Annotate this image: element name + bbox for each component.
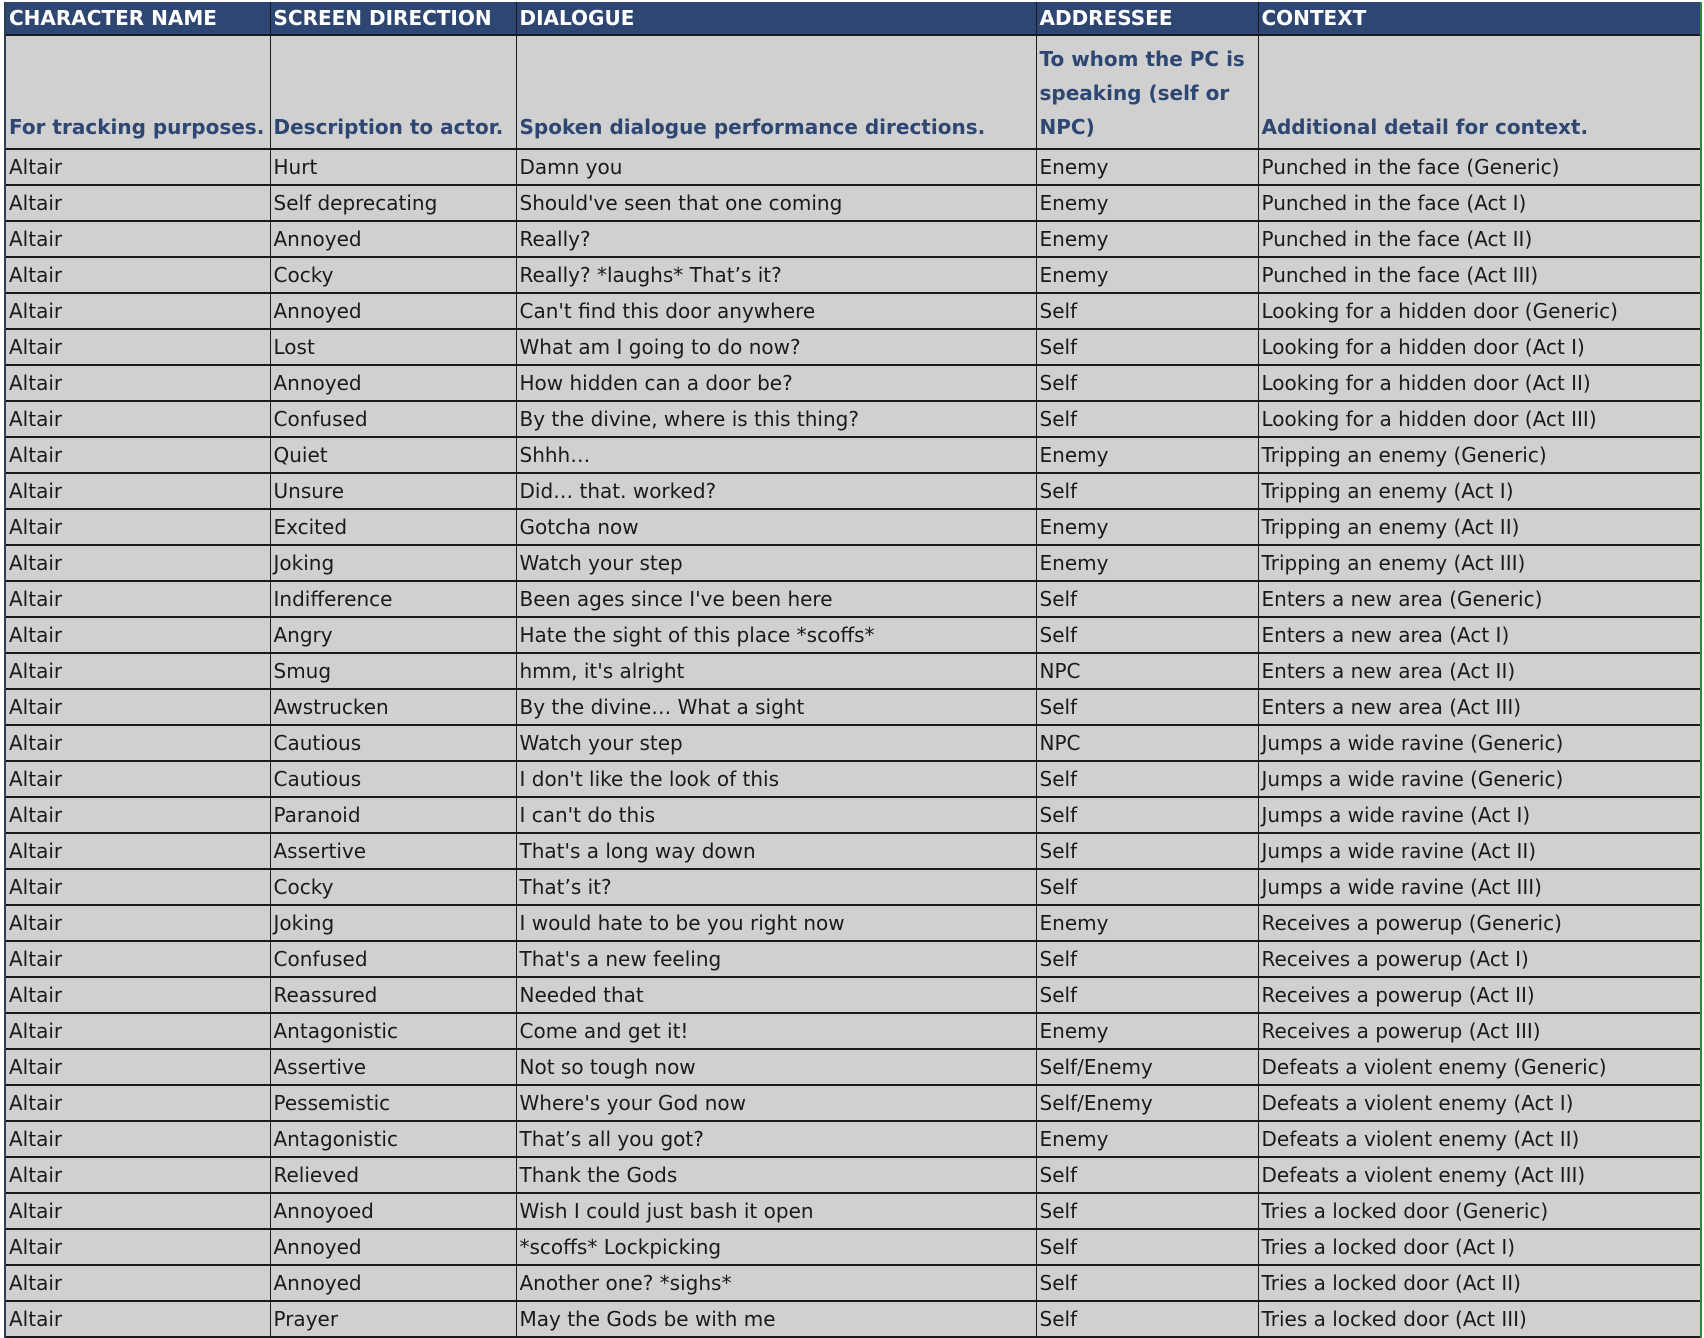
cell-character-name[interactable]: Altair	[6, 689, 270, 725]
cell-addressee[interactable]: Enemy	[1036, 1013, 1258, 1049]
cell-addressee[interactable]: Self	[1036, 833, 1258, 869]
cell-addressee[interactable]: Enemy	[1036, 1121, 1258, 1157]
cell-context[interactable]: Punched in the face (Act I)	[1258, 185, 1700, 221]
cell-context[interactable]: Receives a powerup (Act I)	[1258, 941, 1700, 977]
cell-context[interactable]: Tries a locked door (Act I)	[1258, 1229, 1700, 1265]
cell-character-name[interactable]: Altair	[6, 221, 270, 257]
cell-screen-direction[interactable]: Confused	[270, 941, 516, 977]
cell-dialogue[interactable]: hmm, it's alright	[516, 653, 1036, 689]
cell-screen-direction[interactable]: Smug	[270, 653, 516, 689]
cell-character-name[interactable]: Altair	[6, 437, 270, 473]
cell-addressee[interactable]: Self	[1036, 581, 1258, 617]
cell-addressee[interactable]: Self	[1036, 689, 1258, 725]
cell-context[interactable]: Jumps a wide ravine (Generic)	[1258, 761, 1700, 797]
cell-screen-direction[interactable]: Annoyed	[270, 365, 516, 401]
cell-addressee[interactable]: Enemy	[1036, 905, 1258, 941]
table-row	[6, 905, 1700, 941]
cell-addressee[interactable]: Enemy	[1036, 149, 1258, 185]
table-row	[6, 617, 1700, 653]
header-row	[6, 2, 1700, 35]
cell-dialogue[interactable]: May the Gods be with me	[516, 1301, 1036, 1337]
cell-dialogue[interactable]: That's a long way down	[516, 833, 1036, 869]
cell-addressee[interactable]: Self	[1036, 365, 1258, 401]
cell-addressee[interactable]: Self	[1036, 617, 1258, 653]
cell-dialogue[interactable]: By the divine, where is this thing?	[516, 401, 1036, 437]
cell-context[interactable]: Looking for a hidden door (Act II)	[1258, 365, 1700, 401]
cell-dialogue[interactable]: I don't like the look of this	[516, 761, 1036, 797]
cell-context[interactable]: Tripping an enemy (Act II)	[1258, 509, 1700, 545]
cell-dialogue[interactable]: Another one? *sighs*	[516, 1265, 1036, 1301]
table-row	[6, 797, 1700, 833]
dialogue-table	[6, 2, 1700, 1338]
cell-context[interactable]: Receives a powerup (Generic)	[1258, 905, 1700, 941]
cell-character-name[interactable]: Altair	[6, 725, 270, 761]
cell-screen-direction[interactable]: Annoyed	[270, 1229, 516, 1265]
cell-screen-direction[interactable]: Reassured	[270, 977, 516, 1013]
cell-character-name[interactable]: Altair	[6, 617, 270, 653]
cell-screen-direction[interactable]: Joking	[270, 905, 516, 941]
cell-addressee[interactable]: Enemy	[1036, 185, 1258, 221]
table-row	[6, 1265, 1700, 1301]
cell-screen-direction[interactable]: Annoyed	[270, 221, 516, 257]
table-row	[6, 1049, 1700, 1085]
cell-context[interactable]: Tripping an enemy (Generic)	[1258, 437, 1700, 473]
table-row	[6, 437, 1700, 473]
table-row	[6, 257, 1700, 293]
cell-dialogue[interactable]: Come and get it!	[516, 1013, 1036, 1049]
cell-addressee[interactable]: Self	[1036, 1193, 1258, 1229]
cell-addressee[interactable]: Self	[1036, 1157, 1258, 1193]
cell-addressee[interactable]: Self/Enemy	[1036, 1049, 1258, 1085]
table-row	[6, 1193, 1700, 1229]
cell-context[interactable]: Jumps a wide ravine (Generic)	[1258, 725, 1700, 761]
cell-addressee[interactable]: Self	[1036, 797, 1258, 833]
table-body	[6, 149, 1700, 1337]
cell-character-name[interactable]: Altair	[6, 797, 270, 833]
cell-addressee[interactable]: NPC	[1036, 653, 1258, 689]
subheader-row	[6, 35, 1700, 149]
cell-context[interactable]: Defeats a violent enemy (Act II)	[1258, 1121, 1700, 1157]
cell-dialogue[interactable]: Where's your God now	[516, 1085, 1036, 1121]
cell-screen-direction[interactable]: Excited	[270, 509, 516, 545]
cell-context[interactable]: Looking for a hidden door (Act III)	[1258, 401, 1700, 437]
cell-character-name[interactable]: Altair	[6, 1049, 270, 1085]
cell-screen-direction[interactable]: Cautious	[270, 725, 516, 761]
table-row	[6, 1301, 1700, 1337]
table-row	[6, 725, 1700, 761]
cell-context[interactable]: Tripping an enemy (Act III)	[1258, 545, 1700, 581]
cell-character-name[interactable]: Altair	[6, 977, 270, 1013]
table-row	[6, 401, 1700, 437]
cell-character-name[interactable]: Altair	[6, 1301, 270, 1337]
cell-screen-direction[interactable]: Cocky	[270, 257, 516, 293]
subheader-dialogue[interactable]: Spoken dialogue performance directions.	[516, 35, 1036, 149]
cell-context[interactable]: Punched in the face (Act III)	[1258, 257, 1700, 293]
cell-dialogue[interactable]: *scoffs* Lockpicking	[516, 1229, 1036, 1265]
cell-character-name[interactable]: Altair	[6, 1013, 270, 1049]
cell-screen-direction[interactable]: Assertive	[270, 1049, 516, 1085]
cell-addressee[interactable]: Enemy	[1036, 257, 1258, 293]
cell-addressee[interactable]: Self	[1036, 1265, 1258, 1301]
cell-addressee[interactable]: Enemy	[1036, 545, 1258, 581]
table-row	[6, 1229, 1700, 1265]
cell-context[interactable]: Enters a new area (Act III)	[1258, 689, 1700, 725]
cell-dialogue[interactable]: That's a new feeling	[516, 941, 1036, 977]
cell-character-name[interactable]: Altair	[6, 149, 270, 185]
subheader-context[interactable]: Additional detail for context.	[1258, 35, 1700, 149]
table-row	[6, 473, 1700, 509]
cell-dialogue[interactable]: Watch your step	[516, 725, 1036, 761]
cell-context[interactable]: Punched in the face (Generic)	[1258, 149, 1700, 185]
cell-context[interactable]: Looking for a hidden door (Generic)	[1258, 293, 1700, 329]
cell-context[interactable]: Looking for a hidden door (Act I)	[1258, 329, 1700, 365]
cell-character-name[interactable]: Altair	[6, 1085, 270, 1121]
cell-dialogue[interactable]: Wish I could just bash it open	[516, 1193, 1036, 1229]
cell-dialogue[interactable]: That’s all you got?	[516, 1121, 1036, 1157]
cell-character-name[interactable]: Altair	[6, 473, 270, 509]
cell-character-name[interactable]: Altair	[6, 257, 270, 293]
cell-context[interactable]: Tries a locked door (Act II)	[1258, 1265, 1700, 1301]
cell-addressee[interactable]: Self	[1036, 1301, 1258, 1337]
cell-screen-direction[interactable]: Prayer	[270, 1301, 516, 1337]
cell-screen-direction[interactable]: Joking	[270, 545, 516, 581]
header-context[interactable]: CONTEXT	[1258, 2, 1700, 35]
cell-dialogue[interactable]: By the divine… What a sight	[516, 689, 1036, 725]
cell-character-name[interactable]: Altair	[6, 401, 270, 437]
cell-dialogue[interactable]: Damn you	[516, 149, 1036, 185]
cell-character-name[interactable]: Altair	[6, 185, 270, 221]
subheader-screen-direction[interactable]: Description to actor.	[270, 35, 516, 149]
cell-character-name[interactable]: Altair	[6, 653, 270, 689]
cell-screen-direction[interactable]: Awstrucken	[270, 689, 516, 725]
cell-dialogue[interactable]: Watch your step	[516, 545, 1036, 581]
cell-screen-direction[interactable]: Unsure	[270, 473, 516, 509]
table-row	[6, 149, 1700, 185]
cell-context[interactable]: Punched in the face (Act II)	[1258, 221, 1700, 257]
cell-screen-direction[interactable]: Assertive	[270, 833, 516, 869]
subheader-character-name[interactable]: For tracking purposes.	[6, 35, 270, 149]
cell-character-name[interactable]: Altair	[6, 833, 270, 869]
cell-screen-direction[interactable]: Annoyed	[270, 293, 516, 329]
cell-addressee[interactable]: Self	[1036, 1229, 1258, 1265]
cell-character-name[interactable]: Altair	[6, 581, 270, 617]
cell-addressee[interactable]: Self	[1036, 293, 1258, 329]
cell-dialogue[interactable]: How hidden can a door be?	[516, 365, 1036, 401]
table-row	[6, 761, 1700, 797]
table-row	[6, 545, 1700, 581]
cell-screen-direction[interactable]: Lost	[270, 329, 516, 365]
cell-context[interactable]: Receives a powerup (Act II)	[1258, 977, 1700, 1013]
cell-dialogue[interactable]: I can't do this	[516, 797, 1036, 833]
cell-screen-direction[interactable]: Angry	[270, 617, 516, 653]
cell-context[interactable]: Receives a powerup (Act III)	[1258, 1013, 1700, 1049]
cell-screen-direction[interactable]: Cocky	[270, 869, 516, 905]
cell-character-name[interactable]: Altair	[6, 293, 270, 329]
cell-character-name[interactable]: Altair	[6, 1157, 270, 1193]
cell-addressee[interactable]: Self	[1036, 941, 1258, 977]
table-row	[6, 581, 1700, 617]
table-row	[6, 689, 1700, 725]
cell-dialogue[interactable]: Hate the sight of this place *scoffs*	[516, 617, 1036, 653]
cell-context[interactable]: Enters a new area (Generic)	[1258, 581, 1700, 617]
cell-dialogue[interactable]: Shhh…	[516, 437, 1036, 473]
cell-screen-direction[interactable]: Paranoid	[270, 797, 516, 833]
cell-addressee[interactable]: Enemy	[1036, 437, 1258, 473]
cell-dialogue[interactable]: Thank the Gods	[516, 1157, 1036, 1193]
cell-addressee[interactable]: Self	[1036, 761, 1258, 797]
cell-addressee[interactable]: Enemy	[1036, 509, 1258, 545]
cell-dialogue[interactable]: Not so tough now	[516, 1049, 1036, 1085]
spreadsheet	[4, 2, 1702, 1338]
cell-character-name[interactable]: Altair	[6, 509, 270, 545]
cell-dialogue[interactable]: Should've seen that one coming	[516, 185, 1036, 221]
cell-addressee[interactable]: NPC	[1036, 725, 1258, 761]
table-row	[6, 185, 1700, 221]
table-row	[6, 941, 1700, 977]
cell-dialogue[interactable]: Really? *laughs* That’s it?	[516, 257, 1036, 293]
cell-screen-direction[interactable]: Quiet	[270, 437, 516, 473]
cell-screen-direction[interactable]: Annoyed	[270, 1265, 516, 1301]
table-row	[6, 509, 1700, 545]
table-row	[6, 1157, 1700, 1193]
table-row	[6, 221, 1700, 257]
cell-context[interactable]: Tries a locked door (Generic)	[1258, 1193, 1700, 1229]
cell-dialogue[interactable]: Can't find this door anywhere	[516, 293, 1036, 329]
header-addressee[interactable]: ADDRESSEE	[1036, 2, 1258, 35]
cell-addressee[interactable]: Self	[1036, 869, 1258, 905]
table-row	[6, 293, 1700, 329]
cell-context[interactable]: Tripping an enemy (Act I)	[1258, 473, 1700, 509]
cell-dialogue[interactable]: Really?	[516, 221, 1036, 257]
cell-context[interactable]: Jumps a wide ravine (Act I)	[1258, 797, 1700, 833]
cell-screen-direction[interactable]: Hurt	[270, 149, 516, 185]
cell-addressee[interactable]: Enemy	[1036, 221, 1258, 257]
cell-dialogue[interactable]: Been ages since I've been here	[516, 581, 1036, 617]
cell-dialogue[interactable]: I would hate to be you right now	[516, 905, 1036, 941]
cell-context[interactable]: Defeats a violent enemy (Generic)	[1258, 1049, 1700, 1085]
subheader-addressee[interactable]: To whom the PC is speaking (self or NPC)	[1036, 35, 1258, 149]
cell-character-name[interactable]: Altair	[6, 869, 270, 905]
cell-character-name[interactable]: Altair	[6, 761, 270, 797]
cell-screen-direction[interactable]: Self deprecating	[270, 185, 516, 221]
cell-character-name[interactable]: Altair	[6, 545, 270, 581]
table-row	[6, 1121, 1700, 1157]
cell-dialogue[interactable]: What am I going to do now?	[516, 329, 1036, 365]
table-row	[6, 653, 1700, 689]
cell-context[interactable]: Jumps a wide ravine (Act II)	[1258, 833, 1700, 869]
table-row	[6, 1085, 1700, 1121]
cell-addressee[interactable]: Self/Enemy	[1036, 1085, 1258, 1121]
cell-screen-direction[interactable]: Antagonistic	[270, 1121, 516, 1157]
cell-screen-direction[interactable]: Annoyoed	[270, 1193, 516, 1229]
cell-context[interactable]: Defeats a violent enemy (Act III)	[1258, 1157, 1700, 1193]
header-dialogue[interactable]: DIALOGUE	[516, 2, 1036, 35]
cell-character-name[interactable]: Altair	[6, 1193, 270, 1229]
header-screen-direction[interactable]: SCREEN DIRECTION	[270, 2, 516, 35]
table-row	[6, 329, 1700, 365]
cell-dialogue[interactable]: Did… that. worked?	[516, 473, 1036, 509]
cell-character-name[interactable]: Altair	[6, 1229, 270, 1265]
cell-screen-direction[interactable]: Pessemistic	[270, 1085, 516, 1121]
cell-dialogue[interactable]: Needed that	[516, 977, 1036, 1013]
cell-context[interactable]: Enters a new area (Act I)	[1258, 617, 1700, 653]
cell-character-name[interactable]: Altair	[6, 941, 270, 977]
table-row	[6, 833, 1700, 869]
cell-addressee[interactable]: Self	[1036, 329, 1258, 365]
cell-dialogue[interactable]: Gotcha now	[516, 509, 1036, 545]
cell-character-name[interactable]: Altair	[6, 905, 270, 941]
cell-character-name[interactable]: Altair	[6, 329, 270, 365]
cell-addressee[interactable]: Self	[1036, 401, 1258, 437]
cell-context[interactable]: Defeats a violent enemy (Act I)	[1258, 1085, 1700, 1121]
cell-dialogue[interactable]: That’s it?	[516, 869, 1036, 905]
table-row	[6, 977, 1700, 1013]
table-row	[6, 869, 1700, 905]
cell-character-name[interactable]: Altair	[6, 1121, 270, 1157]
cell-context[interactable]: Enters a new area (Act II)	[1258, 653, 1700, 689]
cell-addressee[interactable]: Self	[1036, 977, 1258, 1013]
table-row	[6, 1013, 1700, 1049]
cell-screen-direction[interactable]: Indifference	[270, 581, 516, 617]
cell-addressee[interactable]: Self	[1036, 473, 1258, 509]
cell-screen-direction[interactable]: Confused	[270, 401, 516, 437]
cell-character-name[interactable]: Altair	[6, 365, 270, 401]
cell-character-name[interactable]: Altair	[6, 1265, 270, 1301]
cell-context[interactable]: Jumps a wide ravine (Act III)	[1258, 869, 1700, 905]
cell-screen-direction[interactable]: Cautious	[270, 761, 516, 797]
cell-screen-direction[interactable]: Relieved	[270, 1157, 516, 1193]
cell-screen-direction[interactable]: Antagonistic	[270, 1013, 516, 1049]
table-row	[6, 365, 1700, 401]
cell-context[interactable]: Tries a locked door (Act III)	[1258, 1301, 1700, 1337]
header-character-name[interactable]: CHARACTER NAME	[6, 2, 270, 35]
